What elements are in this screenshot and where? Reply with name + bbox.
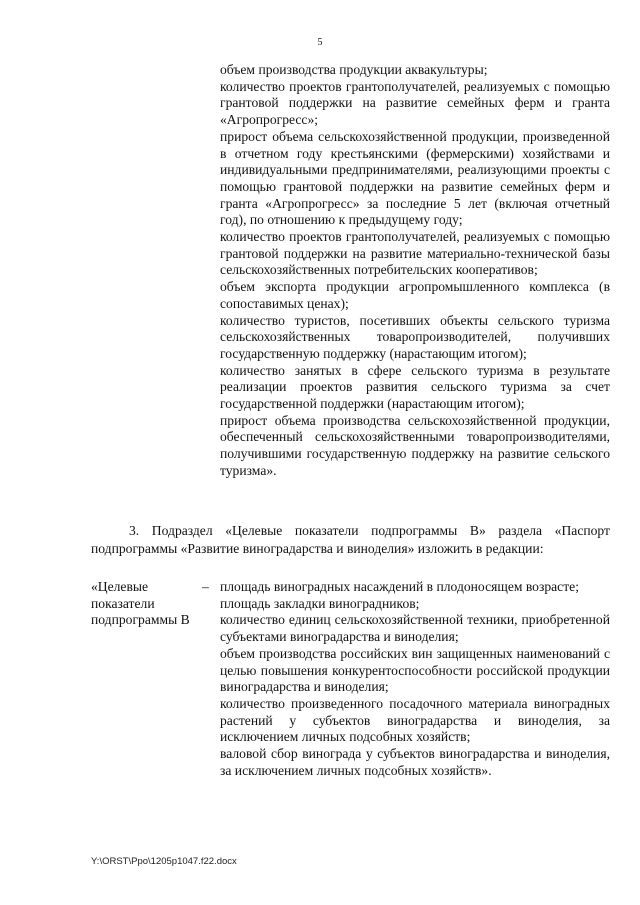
side-label-line: «Целевые xyxy=(91,579,149,594)
indicator-item: количество занятых в сфере сельского туризма в результате реализации проектов развития сельского туризма за счет государственной поддержки (нарастающим итогом); xyxy=(220,362,610,412)
section-side-label xyxy=(91,579,211,629)
side-label-line: подпрограммы В xyxy=(91,612,190,628)
indicator-item: количество проектов грантополучателей, реализуемых с помощью грантовой поддержки на развитие материально-технической базы сельскохозяйственных потребительских кооперативов; xyxy=(220,229,610,278)
indicator-item: количество проектов грантополучателей, реализуемых с помощью грантовой поддержки на развитие семейных ферм и гранта «Агропрогресс»; xyxy=(220,78,610,128)
indicator-item: прирост объема производства сельскохозяйственной продукции, обеспеченный сельскохозяйственными товаропроизводителями, получившими государственную поддержку на развитие сельского туризма». xyxy=(220,412,610,478)
side-label-dash: – xyxy=(202,579,209,594)
indicator-item: объем производства продукции аквакультуры; xyxy=(220,62,488,77)
bottom-indicators-list xyxy=(220,579,610,779)
page-number: 5 xyxy=(317,37,323,48)
footer-file-path: Y:\ORST\Ppo\1205p1047.f22.docx xyxy=(91,856,237,867)
indicator-item: количество произведенного посадочного материала виноградных растений у субъектов виноградарства и виноделия, за исключением личных подсобных хозяйств; xyxy=(220,695,610,745)
amendment-paragraph-3: 3. Подраздел «Целевые показатели подпрограммы В» раздела «Паспорт подпрограммы «Развитие виноградарства и виноделия» изложить в редакции: xyxy=(91,523,610,556)
top-indicators-list xyxy=(220,62,610,480)
indicator-item: объем производства российских вин защищенных наименований с целью повышения конкурентоспособности российской продукции виноградарства и виноделия; xyxy=(220,645,610,695)
indicator-item: валовой сбор винограда у субъектов виноградарства и виноделия, за исключением личных подсобных хозяйств». xyxy=(220,746,610,778)
indicator-item: площадь закладки виноградников; xyxy=(220,595,420,611)
indicator-item: площадь виноградных насаждений в плодоносящем возрасте; xyxy=(220,579,579,594)
indicator-item: объем экспорта продукции агропромышленного комплекса (в сопоставимых ценах); xyxy=(220,279,610,311)
indicator-item: количество единиц сельскохозяйственной техники, приобретенной субъектами виноградарства и виноделия; xyxy=(220,612,610,645)
indicator-item: прирост объема сельскохозяйственной продукции, произведенной в отчетном году крестьянскими (фермерскими) хозяйствами и индивидуальными предпринимателями, реализующими проекты с помощью грантовой поддержки на развитие семейных ферм и гранта «Агропрогресс» за последние 5 лет (включая отчетный год), по отношению к предыдущему году; xyxy=(220,128,610,228)
indicator-item: количество туристов, посетивших объекты сельского туризма сельскохозяйственных товаропроизводителей, получивших государственную поддержку (нарастающим итогом); xyxy=(220,312,610,361)
side-label-line: показатели xyxy=(91,595,155,611)
